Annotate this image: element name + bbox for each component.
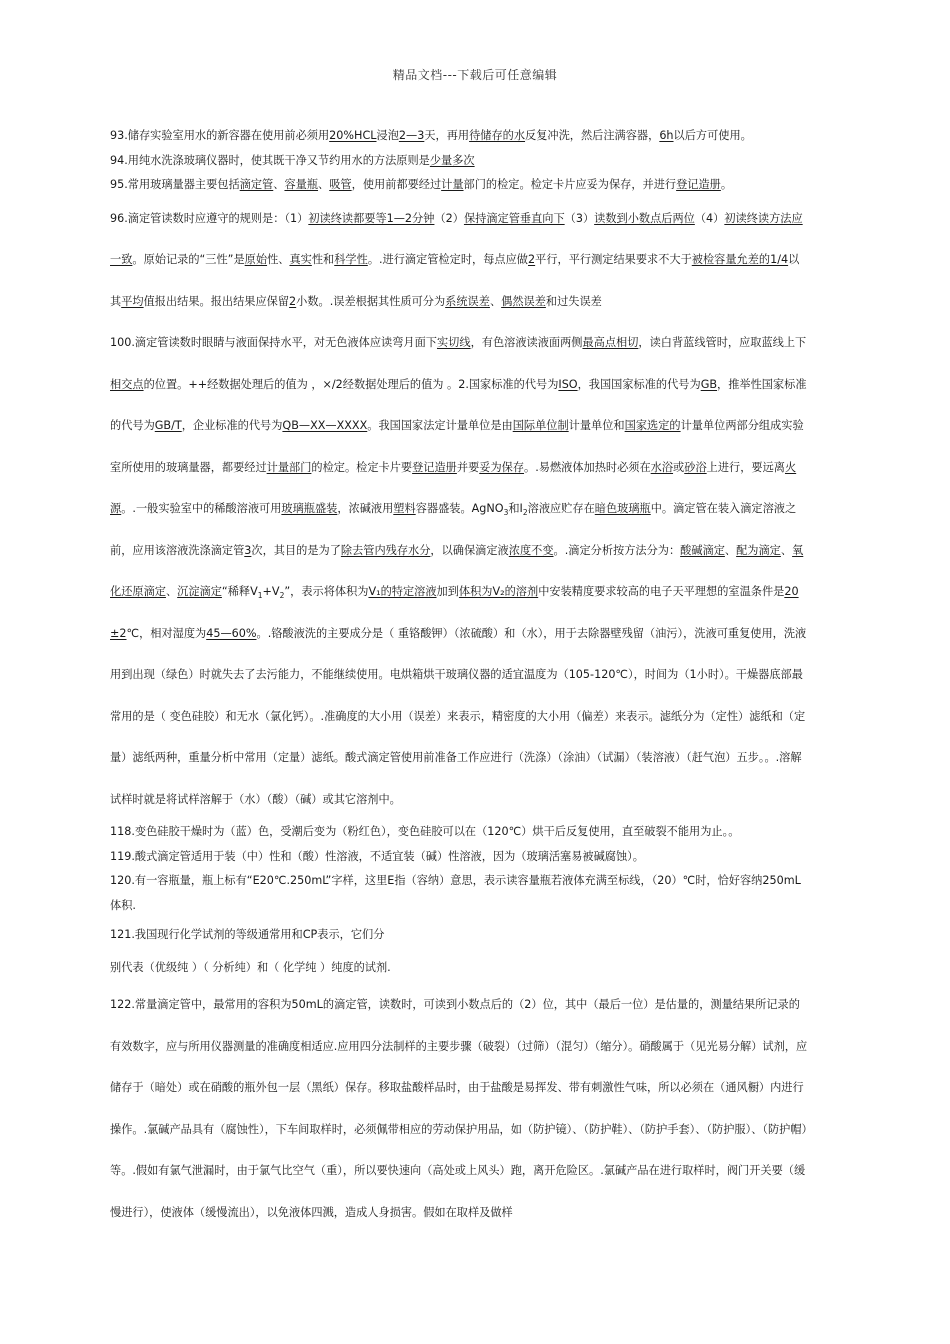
underlined-answer: 少量多次: [429, 153, 475, 167]
text-run: 94.用纯水洗涤玻璃仪器时，使其既干净又节约用水的方法原则是: [110, 153, 430, 167]
underlined-answer: 浓度不变: [508, 543, 554, 557]
underlined-answer: 火源: [110, 460, 797, 515]
underlined-answer: 系统误差: [445, 294, 490, 308]
text-run: 122.常量滴定管中，最常用的容积为50mL的滴定管，读数时，可读到小数点后的（2）位，其中（最后一位）是估量的，测量结果所记录的有效数字，应与所用仪器测量的准确度相适应.应用四分法制样的主要步骤（破裂）（过筛）（混匀）（缩分）。硝酸属于（见光易分解）试剂，应储存于（暗处）或在硝酸的瓶外包一层（黑纸）保存。移取盐酸样品时，由于盐酸是易挥发、带有刺激性气味，所以必须在（通风橱）内进行操作。.氯碱产品具有（腐蚀性），下车间取样时，必须佩带相应的劳动保护用品，如（防护镜）、（防护鞋）、（防护手套）、（防护服）、（防护帽）等。.假如有氯气泄漏时，由于氯气比空气（重），所以要快速向（高处或上风头）跑，离开危险区。.氯碱产品在进行取样时，阀门开关要（缓慢进行），使液体（缓慢流出），以免液体四溅，造成人身损害。假如在取样及做样: [110, 998, 808, 1219]
underlined-answer: 计量部门: [266, 460, 312, 474]
underlined-answer: 最高点相切: [582, 336, 639, 349]
text-run: 。.易燃液体加热时必须在: [524, 460, 651, 474]
underlined-answer: 2: [289, 294, 297, 308]
underlined-answer: 暗色玻璃瓶: [594, 502, 651, 515]
underlined-answer: 6h: [659, 129, 674, 142]
text-run: ℃，相对湿度为: [126, 626, 207, 640]
underlined-answer: 原始: [244, 253, 268, 266]
text-run: 加到: [436, 585, 459, 598]
underlined-answer: V₁的特定溶液: [368, 585, 437, 598]
underlined-answer: 塑料: [393, 502, 416, 515]
underlined-answer: 3: [244, 543, 252, 557]
text-run: 。.进行滴定管检定时，每点应做: [367, 253, 528, 266]
text-run: 。: [720, 178, 733, 191]
text-run: +V: [262, 585, 280, 598]
text-run: 并要: [456, 460, 480, 474]
text-run: ”，表示将体积为: [284, 585, 369, 598]
underlined-answer: 实切线: [436, 336, 471, 349]
text-run: 96.滴定管读数时应遵守的规则是：（1）: [110, 211, 309, 225]
text-run: 值报出结果。报出结果应保留: [143, 294, 290, 308]
underlined-answer: 20%HCL: [329, 129, 377, 142]
underlined-answer: 吸管: [329, 178, 352, 191]
text-run: 中。滴定管在装入滴定溶液之前，应用该溶液洗涤滴定管: [110, 502, 797, 557]
underlined-answer: 滴定管: [239, 178, 274, 191]
underlined-answer: GB: [700, 377, 718, 391]
text-run: 。原始记录的“三性”是: [132, 253, 245, 266]
text-run: 计量单位和: [568, 419, 625, 432]
text-run: ，以确保滴定液: [430, 543, 509, 557]
underlined-answer: 国际单位制: [512, 419, 569, 432]
paragraph-118: [110, 820, 808, 845]
underlined-answer: 2: [528, 253, 536, 266]
underlined-answer: 初读终读方法应一致: [110, 211, 803, 266]
text-run: 、: [318, 178, 330, 191]
underlined-answer: 科学性: [334, 253, 368, 266]
text-run: ，我国国家标准的代号为: [577, 377, 701, 391]
underlined-answer: GB/T: [154, 419, 182, 432]
text-run: 和I: [508, 502, 523, 515]
document-body: [110, 124, 808, 1233]
underlined-answer: 被检容量允差的1/4: [691, 253, 789, 266]
paragraph-94: [110, 149, 808, 174]
text-run: 。.一般实验室中的稀酸溶液可用: [121, 502, 282, 515]
text-run: 反复冲洗，然后注满容器，: [525, 129, 660, 142]
underlined-answer: 初读终读都要等1—2分钟: [308, 211, 435, 225]
text-run: “稀释V: [221, 585, 258, 598]
text-run: ，有色溶液读液面两侧: [470, 336, 583, 349]
paragraph-100: [110, 322, 808, 820]
text-run: 、: [165, 585, 178, 598]
underlined-answer: 偶然误差: [501, 294, 546, 308]
text-run: （2）: [434, 211, 464, 225]
text-run: 、: [724, 543, 737, 557]
text-run: ，读白背蓝线管时，应取蓝线上下: [638, 336, 807, 349]
text-run: 天，再用: [424, 129, 470, 142]
paragraph-122: [110, 984, 808, 1233]
paragraph-120: [110, 869, 808, 918]
underlined-answer: 妥为保存: [479, 460, 525, 474]
text-run: 计量单位两部分组成实验室所使用的玻璃量器，都要经过: [110, 419, 804, 474]
paragraph-121-continued: [110, 951, 808, 984]
text-run: 的检定。检定卡片要: [311, 460, 413, 474]
text-run: 119.酸式滴定管适用于装（中）性和（酸）性溶液，不适宜装（碱）性溶液，因为（玻璃活塞易被碱腐蚀）。: [110, 849, 644, 863]
underlined-answer: 酸碱滴定: [680, 543, 725, 557]
text-run: 容器盛装。AgNO: [415, 502, 504, 515]
underlined-answer: 玻璃瓶盛装: [281, 502, 338, 515]
underlined-answer: 沉淀滴定: [177, 585, 222, 598]
subscript: 2: [279, 591, 285, 601]
underlined-answer: QB—XX—XXXX: [282, 419, 368, 432]
text-run: 、: [273, 178, 285, 191]
text-run: 的位置。++经数据处理后的值为 ，×/2经数据处理后的值为 。2.国家标准的代号为: [143, 377, 559, 391]
text-run: 部门的检定。检定卡片应妥为保存，并进行: [463, 178, 677, 191]
underlined-answer: 待储存的水: [469, 129, 526, 142]
text-run: ，企业标准的代号为: [181, 419, 283, 432]
text-run: 小数。.误差根据其性质可分为: [296, 294, 446, 308]
text-run: 或: [673, 460, 685, 474]
text-run: （4）: [694, 211, 725, 225]
paragraph-93: [110, 124, 808, 149]
underlined-answer: 登记造册: [412, 460, 457, 474]
text-run: 上进行，要远离: [706, 460, 785, 474]
paragraph-121: [110, 918, 808, 951]
underlined-answer: 45—60%: [206, 626, 257, 640]
text-run: 中安装精度要求较高的电子天平理想的室温条件是: [538, 585, 785, 598]
page-header: 精品文档---下载后可任意编辑: [392, 68, 558, 82]
text-run: 。我国国家法定计量单位是由: [367, 419, 513, 432]
text-run: 100.滴定管读数时眼睛与液面保持水平，对无色液体应读弯月面下: [110, 336, 437, 349]
underlined-answer: 计量: [441, 178, 464, 191]
underlined-answer: 保持滴定管垂直向下: [463, 211, 565, 225]
text-run: 、: [489, 294, 502, 308]
text-run: （3）: [564, 211, 595, 225]
text-run: 93.储存实验室用水的新容器在使用前必须用: [110, 129, 330, 142]
text-run: 和过失误差: [545, 294, 602, 308]
subscript: 1: [257, 591, 263, 601]
underlined-answer: 相交点: [110, 377, 144, 391]
subscript: 3: [503, 508, 509, 518]
text-run: 以其: [110, 253, 800, 308]
text-run: 。.铬酸液洗的主要成分是（ 重铬酸钾）（浓硫酸）和（水），用于去除器壁残留（油污），洗液可重复使用，洗液用到出现（绿色）时就失去了去污能力，不能继续使用。电烘箱烘干玻璃仪器的适宜温度为（105-120℃），时间为（1小时）。干燥器底部最常用的是（ 变色硅胶）和无水（氯化钙）。.准确度的大小用（误差）来表示，精密度的大小用（偏差）来表示。滤纸分为（定性）滤纸和（定量）滤纸两种，重量分析中常用（定量）滤纸。酸式滴定管使用前准备工作应进行（洗涤）（涂油）（试漏）（装溶液）（赶气泡）五步。。.溶解试样时就是将试样溶解于（水）（酸）（碱）或其它溶剂中。: [110, 626, 807, 806]
underlined-answer: 配为滴定: [736, 543, 781, 557]
text-run: ，浓碱液用: [337, 502, 394, 515]
underlined-answer: 除去管内残存水分: [340, 543, 431, 557]
underlined-answer: 登记造册: [676, 178, 721, 191]
text-run: 溶液应贮存在: [527, 502, 595, 515]
text-run: 121.我国现行化学试剂的等级通常用和CP表示，它们分: [110, 928, 385, 941]
underlined-answer: 砂浴: [684, 460, 707, 474]
paragraph-95: [110, 173, 808, 198]
underlined-answer: 2—3: [398, 129, 425, 142]
text-run: 95.常用玻璃量器主要包括: [110, 178, 240, 191]
underlined-answer: 国家选定的: [624, 419, 681, 432]
underlined-answer: 水浴: [650, 460, 674, 474]
text-run: 性、: [267, 253, 290, 266]
underlined-answer: 体积为V₂的溶剂: [458, 585, 539, 598]
text-run: 以后方可使用。: [673, 129, 752, 142]
text-run: ，使用前都要经过: [351, 178, 442, 191]
text-run: 平行，平行测定结果要求不大于: [535, 253, 692, 266]
underlined-answer: 氧化还原滴定: [110, 543, 804, 598]
text-run: 次，其目的是为了: [251, 543, 341, 557]
text-run: 。.滴定分析按方法分为：: [553, 543, 681, 557]
text-run: 别代表（优级纯 ）（ 分析纯）和（ 化学纯 ）纯度的试剂.: [110, 961, 391, 974]
subscript: 2: [522, 508, 528, 518]
text-run: ，推举性国家标准的代号为: [110, 377, 807, 432]
paragraph-96: [110, 198, 808, 323]
text-run: 浸泡: [376, 129, 399, 142]
underlined-answer: 容量瓶: [284, 178, 319, 191]
text-run: 118.变色硅胶干燥时为（蓝）色，受潮后变为（粉红色），变色硅胶可以在（120℃）烘干后反复使用，直至破裂不能用为止。。: [110, 825, 740, 838]
text-run: 性和: [311, 253, 335, 266]
text-run: 、: [780, 543, 793, 557]
underlined-answer: 平均: [121, 294, 144, 308]
underlined-answer: 真实: [289, 253, 312, 266]
underlined-answer: 20±2: [110, 585, 799, 640]
paragraph-119: [110, 845, 808, 870]
underlined-answer: 读数到小数点后两位: [594, 211, 695, 225]
text-run: 120.有一容瓶量，瓶上标有“E20℃.250mL”字样，这里E指（容纳）意思，表示读容量瓶若液体充满至标线，（20）℃时，恰好容纳250mL体积.: [110, 874, 801, 912]
underlined-answer: ISO: [558, 377, 578, 391]
